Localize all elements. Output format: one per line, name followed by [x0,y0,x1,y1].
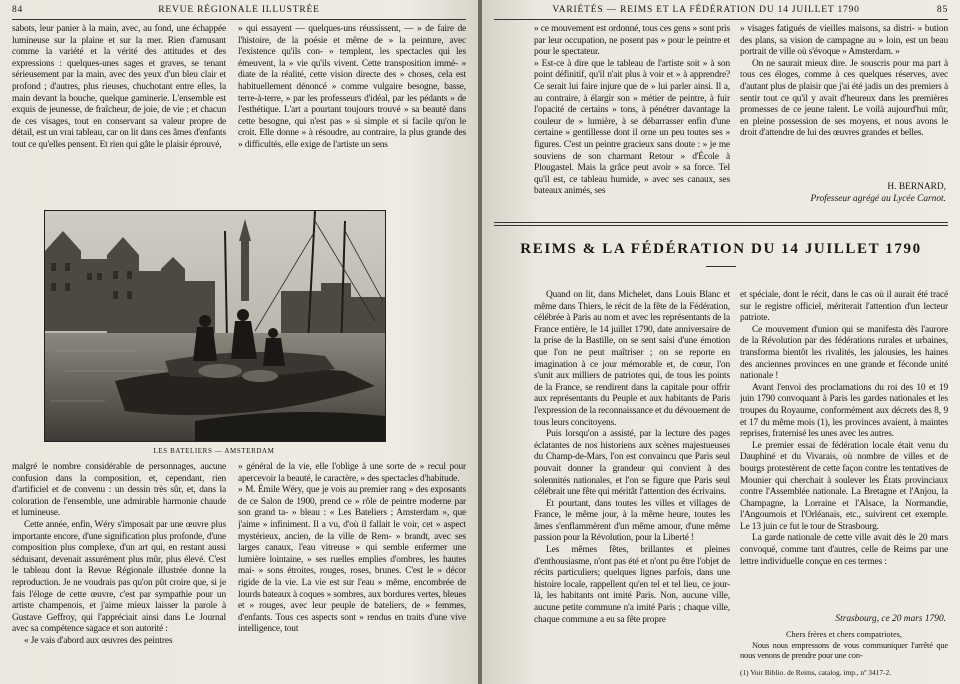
illustration-caption: LES BATELIERS — AMSTERDAM [153,447,275,455]
left-page [0,0,478,684]
paragraph: Ce mouvement d'union qui se manifesta dès l'aurore de la Révolution par des fédérations rurales et urbaines, transforma bientôt les rivalités, les jalousies, les haines des anciennes provinces en une grande et féconde unité nationale ! [740,324,948,382]
paragraph: Avant l'envoi des proclamations du roi des 10 et 19 juin 1790 convoquant à Paris les gardes nationales et les troupes du Royaume, conformément aux décrets des 8, 9 et 17 du même mois (1), les provinces avaient, à maintes reprises, fraternisé les unes avec les autres. [740,382,948,440]
section-rule [494,225,948,226]
article-title: REIMS & LA FÉDÉRATION DU 14 JUILLET 1790 [520,241,922,257]
left-col1-bottom [12,462,226,682]
paragraph: sabots, leur panier à la main, avec, au fond, une échappée lumineuse sur la plaine et sur la mer. Rien d'amusant comme la variété et la vérité des attitudes et des expressions : quelques-unes sages et graves, se tenant sérieusement par la main, avec des yeux d'un bleu clair et profond ; d'autres, plus rieuses, chuchotant entre elles, la main devant la bouche, quelque gaminerie. L'ensemble est exquis de jeunesse, de fraîcheur, de joie, de vie ; et chacun de ces visages, tout en conservant sa valeur propre de détail, est un vrai tableau, car on lit dans ces âmes d'enfants tout ce qu'elles pensent. Et rien qui gâte le plaisir éprouvé, [12,24,226,150]
right-running-head [494,5,948,19]
paragraph: La garde nationale de cette ville avait dès le 20 mars convoqué, comme tant d'autres, celle de Reims par une lettre individuelle conçue en ces termes : [740,533,948,567]
author-name: H. BERNARD, [887,182,946,192]
header-rule [12,19,466,20]
paragraph: » M. Émile Wéry, que je vois au premier rang » des exposants de ce Salon de 1900, prend ce » rôle de peintre moderne par son grand ta- » bleau : « Les Bateliers ; Amsterdam », que j'aime » infiniment. Il a vu, d'où il fallait le voir, cet » aspect mystérieux, ancien, de la ville de Rem- » brandt, avec ses larges canaux, l'eau vitreuse » qui semble enfermer une lumière lointaine, » ses ruelles emplies d'ombres, les hautes mai- » sons étroites, rouges, roses, brunes. C'est le » décor rigide de la vie. La vie est sur l'eau » même, encombrée de lourds bateaux à coques » sombres, aux bordures vertes, bleues et » rouges, avec leur peuple de bateliers, de » femmes, d'enfants. Tous ces aspects sont » rendus en traits d'une vive intelligence, tout [238,485,466,635]
paragraph: » Est-ce à dire que le tableau de l'artiste soit » à son point définitif, qu'il n'ait plus à voir et » à apprendre? Ce serait lui faire injure que de » lui parler ainsi. Il a, au contraire, à élargir son » métier de peintre, à fuir l'opacité de certains » tons, à pénétrer davantage la couleur de » lumière, à se débarrasser enfin d'une certaine » gentillesse dont il orne un peu toutes ses » figures. C'est un peintre gracieux sans doute : » je me souviens de son charmant Retour » d'École à Plougastel. Mais la grâce peut avoir » sa force. Tel qu'il est, ce tableau humide, » avec ses canaux, ses bateaux animés, ses [534,58,730,197]
paragraph: Puis lorsqu'on a assisté, par la lecture des pages éclatantes de nos historiens aux scènes majestueuses du Champ-de-Mars, l'on est convaincu que Paris seul pouvait donner la grandeur qui convient à des solennités nationales, et l'on se figure que Paris seul célébrait une fête qui méritât l'attention des écrivains. [534,429,730,498]
footnote-text: (1) Voir Biblio. de Reims, catalog. imp., nº 3417-2. [740,668,892,677]
paragraph: Cette année, enfin, Wéry s'imposait par une œuvre plus importante encore, d'une signification plus profonde, d'une composition plus complexe, d'un art qui, en restant aussi séduisant, devenait assurément plus mûr, plus élevé. C'est le tableau dont la Revue Régionale illustrée donne la reproduction. Je ne voudrais pas qu'on pût croire que, si je fais l'éloge de cette œuvre, c'est par sympathie pour un artiste champenois, et j'aime mieux laisser la parole à Gustave Geffroy, qui l'appréciait ainsi dans Le Journal avec sa compétence sagace et son autorité : [12,519,226,635]
page-number: 84 [12,5,24,15]
title-rule [706,266,736,267]
section-rule [494,222,948,223]
right-col2-top [740,24,948,179]
paragraph: On ne saurait mieux dire. Je souscris pour ma part à tous ces éloges, comme à ces quelques réserves, avec d'autant plus de plaisir que j'ai été jadis un des premiers à sentir tout ce qu'il y avait d'heureux dans les premières promesses de ce jeune talent. Le voilà aujourd'hui mûr, en pleine possession de ses moyens, et nous avons le droit d'attendre de lui des œuvres grandes et belles. [740,58,948,139]
letter-dateline: Strasbourg, ce 20 mars 1790. [835,614,946,624]
left-running-head [12,5,466,19]
left-col2-top [238,24,466,198]
paragraph: Quand on lit, dans Michelet, dans Louis Blanc et même dans Thiers, le récit de la fête de la Fédération, célébrée à Paris au nom et avec les représentants de la France entière, le 14 juillet 1790, date anniversaire de la prise de la Bastille, on se sent saisi d'une émotion que l'on ne peut maîtriser ; on se reporte en imagination à ce jour mémorable et, de cœur, l'on s'unit aux milliers de patriotes qui, de tous les points de la France, se rendirent dans la capitale pour offrir aux représentants du Peuple et aux habitants de Paris l'expression de la reconnaissance et du dévouement de tous leurs concitoyens. [534,290,730,428]
letter-body: Nous nous empressons de vous communiquer l'arrêté que nous venons de prendre pour une con- [740,640,948,660]
paragraph: Le premier essai de fédération locale était venu du Dauphiné et du Vivarais, où nombre de villes et de bourgs protestèrent de cette façon contre les tentatives de Mounier qui cherchait à soulever les États provinciaux contre l'Assemblée nationale. La Bretagne et l'Anjou, la Champagne, la Lorraine et l'Alsace, la Normandie, l'Angoumois et l'Orléanais, etc., suivirent cet exemple. Le 13 juin ce fut le tour de Strasbourg. [740,440,948,532]
left-col2-bottom [238,462,466,682]
author-title: Professeur agrégé au Lycée Carnot. [810,194,946,204]
right-col1-top [534,24,730,212]
paragraph: et spéciale, dont le récit, dans le cas où il aurait été tracé sur le registre officiel, mériterait l'attention d'un lecteur patriote. [740,290,948,324]
right-col1-bottom [534,290,730,682]
letter-excerpt [740,630,948,666]
paragraph: » qui essayent — quelques-uns réussissent, — » de faire de l'histoire, de la poésie et même de » la peinture, avec l'existence qu'ils con- » templent, les spectacles qui les émeuvent, la » vie qu'ils vivent. Cette transposition immé- » diate de la réalité, cette vision directe des » choses, cela est habituellement dénoncé » comme vulgaire besogne, basse, terre-à-terre, » par les professeurs d'idéal, par les pédants » de l'esthétique. L'art a pourtant toujours trouvé » sa beauté dans cette besogne, qui n'est pas » si simple et si facile qu'on le croit. Elle donne » à résoudre, au contraire, la plus grande des » difficultés, elle exige de l'artiste un sens [238,24,466,150]
running-title: REVUE RÉGIONALE ILLUSTRÉE [158,5,320,15]
paragraph: » visages fatigués de vieilles maisons, sa distri- » bution des plans, sa vision de campagne au » loin, est un beau portrait de ville où s'évoque » Amsterdam. » [740,24,948,58]
paragraph: » ce mouvement est ordonné, tous ces gens » sont pris par leur occupation, ne posent pas » pour le peintre et pour le spectateur. [534,24,730,58]
paragraph: Et pourtant, dans toutes les villes et villages de France, le même jour, à la même heure, toutes les âmes s'enflammèrent d'un même amour, d'une même passion pour la Révolution, pour la Liberté ! [534,498,730,544]
right-page [482,0,960,684]
paragraph: malgré le nombre considérable de personnages, aucune confusion dans la composition, et, cependant, rien d'artificiel et de convenu : un dessin très sûr, et, dans la coloration de l'ensemble, une admirable harmonie chaude et lumineuse. [12,462,226,519]
header-rule [494,19,948,20]
footnote [740,668,948,682]
running-title: VARIÉTÉS — REIMS ET LA FÉDÉRATION DU 14 JUILLET 1790 [552,5,860,15]
left-col1-top [12,24,226,198]
letter-salutation: Chers frères et chers compatriotes, [785,630,903,639]
paragraph: « Je vais d'abord aux œuvres des peintres [24,635,173,646]
paragraph: Les mêmes fêtes, brillantes et pleines d'enthousiasme, n'ont pas été et n'ont pu être l'objet de récits particuliers; quelques lignes parfois, dans une histoire locale, rappellent qu'en tel et tel lieu, ce jour-là, les habitants ont imité Paris. Non, aucune ville, aucune petite commune n'a imité Paris ; chaque ville, chaque commune a eu sa fête propre [534,545,730,625]
painting-illustration [44,210,386,442]
boatmen-amsterdam-engraving [45,211,385,441]
page-number: 85 [936,5,948,15]
paragraph: » général de la vie, elle l'oblige à une sorte de » recul pour apercevoir la beauté, le caractère, » des spectacles d'habitude. [238,462,466,484]
right-col2-bottom [740,290,948,610]
